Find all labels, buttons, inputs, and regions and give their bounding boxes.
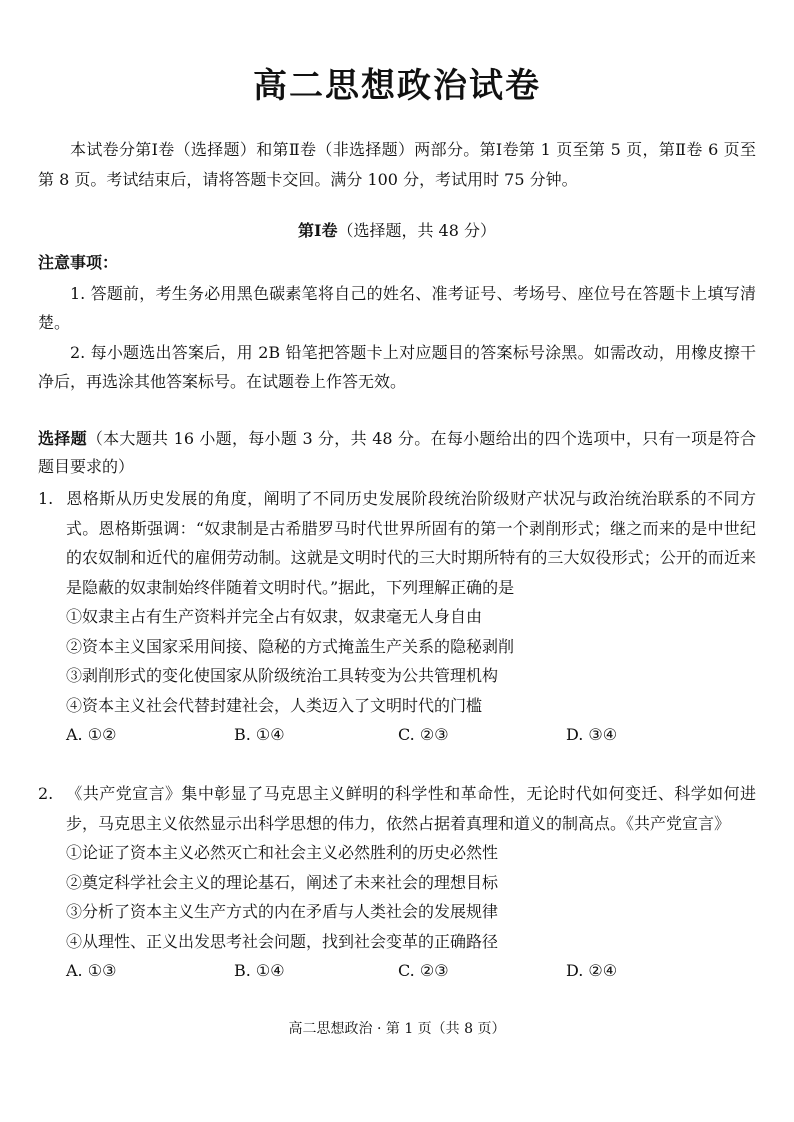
- choice-b: B. ①④: [234, 725, 285, 744]
- question-number: 2.: [38, 784, 54, 803]
- section-detail: （选择题，共 48 分）: [337, 221, 497, 240]
- multiple-choice-description: （本大题共 16 小题，每小题 3 分，共 48 分。在每小题给出的四个选项中，只有一项是符合题目要求的）: [38, 429, 756, 476]
- section-heading: [0, 218, 794, 241]
- choice-a: A. ①②: [66, 725, 117, 744]
- question-1: [38, 484, 756, 750]
- page-title: 高二思想政治试卷: [253, 66, 541, 106]
- exam-intro: 本试卷分第Ⅰ卷（选择题）和第Ⅱ卷（非选择题）两部分。第Ⅰ卷第 1 页至第 5 页，第Ⅱ卷 6 页至第 8 页。考试结束后，请将答题卡交回。满分 100 分，考试用时 75 分钟。: [38, 140, 756, 189]
- multiple-choice-intro: [38, 425, 756, 481]
- statement-2: ②资本主义国家采用间接、隐秘的方式掩盖生产关系的隐秘剥削: [66, 636, 515, 656]
- statement-1: ①论证了资本主义必然灭亡和社会主义必然胜利的历史必然性: [66, 843, 499, 862]
- statement-3: ③分析了资本主义生产方式的内在矛盾与人类社会的发展规律: [66, 902, 499, 921]
- statement-4: ④资本主义社会代替封建社会，人类迈入了文明时代的门槛: [66, 695, 483, 715]
- page-footer: 高二思想政治 · 第 1 页（共 8 页）: [288, 1021, 506, 1037]
- choice-c: C. ②③: [398, 725, 449, 744]
- note-item-1: 1. 答题前，考生务必用黑色碳素笔将自己的姓名、准考证号、考场号、座位号在答题卡上填写清楚。: [38, 284, 756, 332]
- question-stem: [38, 779, 756, 838]
- statement-2: ②奠定科学社会主义的理论基石，阐述了未来社会的理想目标: [66, 872, 499, 892]
- statement-4: ④从理性、正义出发思考社会问题，找到社会变革的正确路径: [66, 931, 499, 951]
- notes-label: 注意事项：: [38, 253, 119, 272]
- statement-3: ③剥削形式的变化使国家从阶级统治工具转变为公共管理机构: [66, 666, 499, 685]
- statement-1: ①奴隶主占有生产资料并完全占有奴隶，奴隶毫无人身自由: [66, 607, 483, 626]
- multiple-choice-label: 选择题: [38, 429, 87, 448]
- choice-c: C. ②③: [398, 961, 449, 980]
- choice-b: B. ①④: [234, 961, 285, 980]
- choice-d: D. ③④: [566, 725, 618, 744]
- question-stem: [38, 484, 756, 602]
- answer-choices: [38, 956, 756, 986]
- question-stem-text: 恩格斯从历史发展的角度，阐明了不同历史发展阶段统治阶级财产状况与政治统治联系的不同方式。恩格斯强调：“奴隶制是古希腊罗马时代世界所固有的第一个剥削形式；继之而来的是中世纪的农奴制和近代的雇佣劳动制。这就是文明时代的三大时期所特有的三大奴役形式；公开的而近来是隐蔽的奴隶制始终伴随着文明时代。”据此，下列理解正确的是: [66, 489, 756, 597]
- section-name: 第Ⅰ卷: [297, 221, 338, 240]
- answer-choices: [38, 720, 756, 750]
- choice-d: D. ②④: [566, 961, 618, 980]
- question-stem-text: 《共产党宣言》集中彰显了马克思主义鲜明的科学性和革命性，无论时代如何变迁、科学如何进步，马克思主义依然显示出科学思想的伟力，依然占据着真理和道义的制高点。《共产党宣言》: [66, 784, 756, 833]
- choice-a: A. ①③: [66, 961, 117, 980]
- question-2: [38, 779, 756, 986]
- question-number: 1.: [38, 489, 54, 508]
- note-item-2: 2. 每小题选出答案后，用 2B 铅笔把答题卡上对应题目的答案标号涂黑。如需改动，用橡皮擦干净后，再选涂其他答案标号。在试题卷上作答无效。: [38, 343, 756, 391]
